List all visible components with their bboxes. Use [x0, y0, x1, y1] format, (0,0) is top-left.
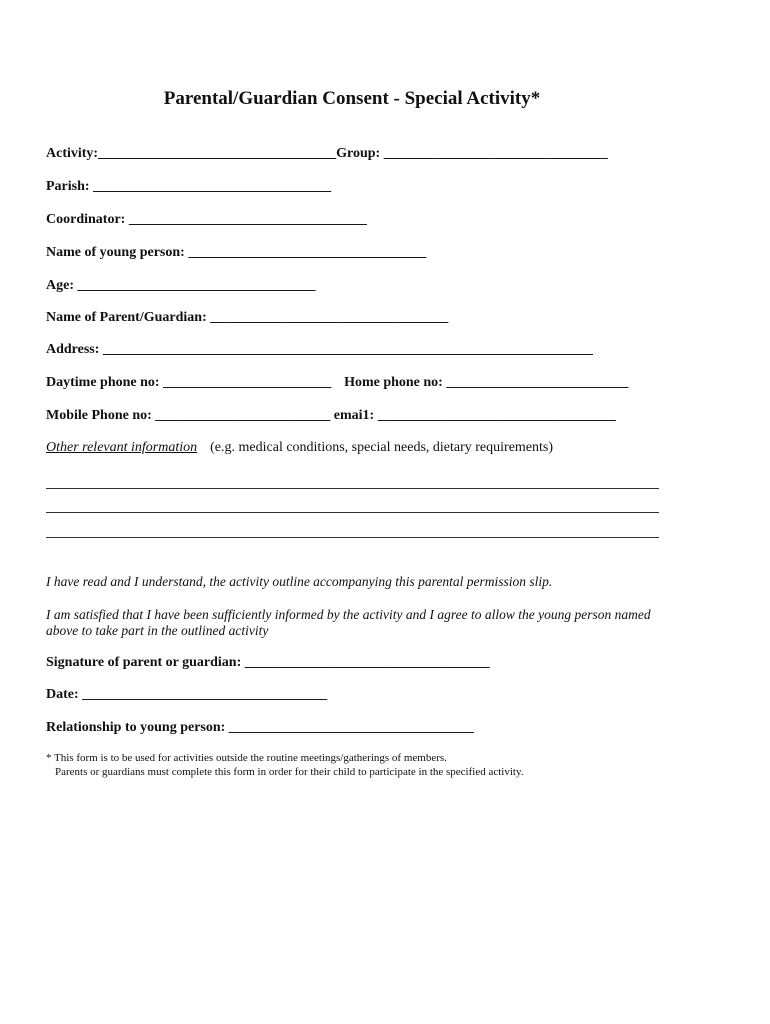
- coordinator-label: Coordinator:: [46, 212, 126, 227]
- young-person-name-row: [46, 245, 666, 261]
- mobile-phone-field[interactable]: _________________________: [155, 408, 331, 423]
- other-info-line-3[interactable]: [46, 537, 659, 538]
- relationship-label: Relationship to young person:: [46, 720, 226, 735]
- address-label: Address:: [46, 342, 100, 357]
- email-label: emai1:: [333, 408, 375, 423]
- home-phone-field[interactable]: __________________________: [446, 375, 629, 390]
- form-title: Parental/Guardian Consent - Special Activity*: [163, 88, 541, 109]
- parish-row: [46, 179, 666, 195]
- signature-row: [46, 655, 666, 671]
- address-row: [46, 342, 666, 358]
- young-person-name-field[interactable]: __________________________________: [188, 245, 427, 260]
- age-field[interactable]: __________________________________: [77, 278, 316, 293]
- satisfied-statement: I am satisfied that I have been sufficiently informed by the activity and I agree to allow the young person named above to take part in the outlined activity: [46, 607, 651, 638]
- coordinator-field[interactable]: __________________________________: [128, 212, 367, 227]
- coordinator-row: [46, 212, 666, 228]
- footnote: [46, 751, 666, 779]
- activity-label: Activity:: [46, 146, 99, 161]
- other-info-label: Other relevant information: [46, 440, 198, 455]
- parent-name-field[interactable]: __________________________________: [210, 310, 449, 325]
- email-field[interactable]: __________________________________: [377, 408, 616, 423]
- parent-name-row: [46, 310, 666, 326]
- mobile-phone-label: Mobile Phone no:: [46, 408, 152, 423]
- parish-field[interactable]: __________________________________: [93, 179, 332, 194]
- footnote-line-2: Parents or guardians must complete this form in order for their child to participate in the specified activity.: [55, 766, 524, 778]
- other-info-line-2[interactable]: [46, 512, 659, 513]
- group-field[interactable]: ________________________________: [383, 146, 608, 161]
- age-row: [46, 278, 666, 294]
- date-row: [46, 687, 666, 703]
- address-field[interactable]: ______________________________________________________________________: [102, 342, 593, 357]
- group-label: Group:: [336, 146, 381, 161]
- date-field[interactable]: ___________________________________: [82, 687, 328, 702]
- mobile-email-row: [46, 408, 666, 424]
- relationship-field[interactable]: ___________________________________: [228, 720, 474, 735]
- daytime-phone-field[interactable]: ________________________: [163, 375, 332, 390]
- signature-field[interactable]: ___________________________________: [244, 655, 490, 670]
- other-info-hint: (e.g. medical conditions, special needs, dietary requirements): [210, 440, 554, 455]
- parish-label: Parish:: [46, 179, 90, 194]
- other-info-line-1[interactable]: [46, 488, 659, 489]
- footnote-line-1: * This form is to be used for activities outside the routine meetings/gatherings of members.: [46, 752, 447, 764]
- home-phone-label: Home phone no:: [344, 375, 443, 390]
- daytime-phone-label: Daytime phone no:: [46, 375, 160, 390]
- parent-name-label: Name of Parent/Guardian:: [46, 310, 207, 325]
- phone-row: [46, 375, 666, 391]
- age-label: Age:: [46, 278, 74, 293]
- other-info-row: [46, 440, 666, 456]
- activity-field[interactable]: __________________________________: [98, 146, 337, 161]
- young-person-name-label: Name of young person:: [46, 245, 185, 260]
- date-label: Date:: [46, 687, 79, 702]
- relationship-row: [46, 720, 666, 736]
- activity-group-row: [46, 146, 666, 162]
- read-understand-statement: I have read and I understand, the activity outline accompanying this parental permission slip.: [46, 574, 553, 589]
- signature-label: Signature of parent or guardian:: [46, 655, 242, 670]
